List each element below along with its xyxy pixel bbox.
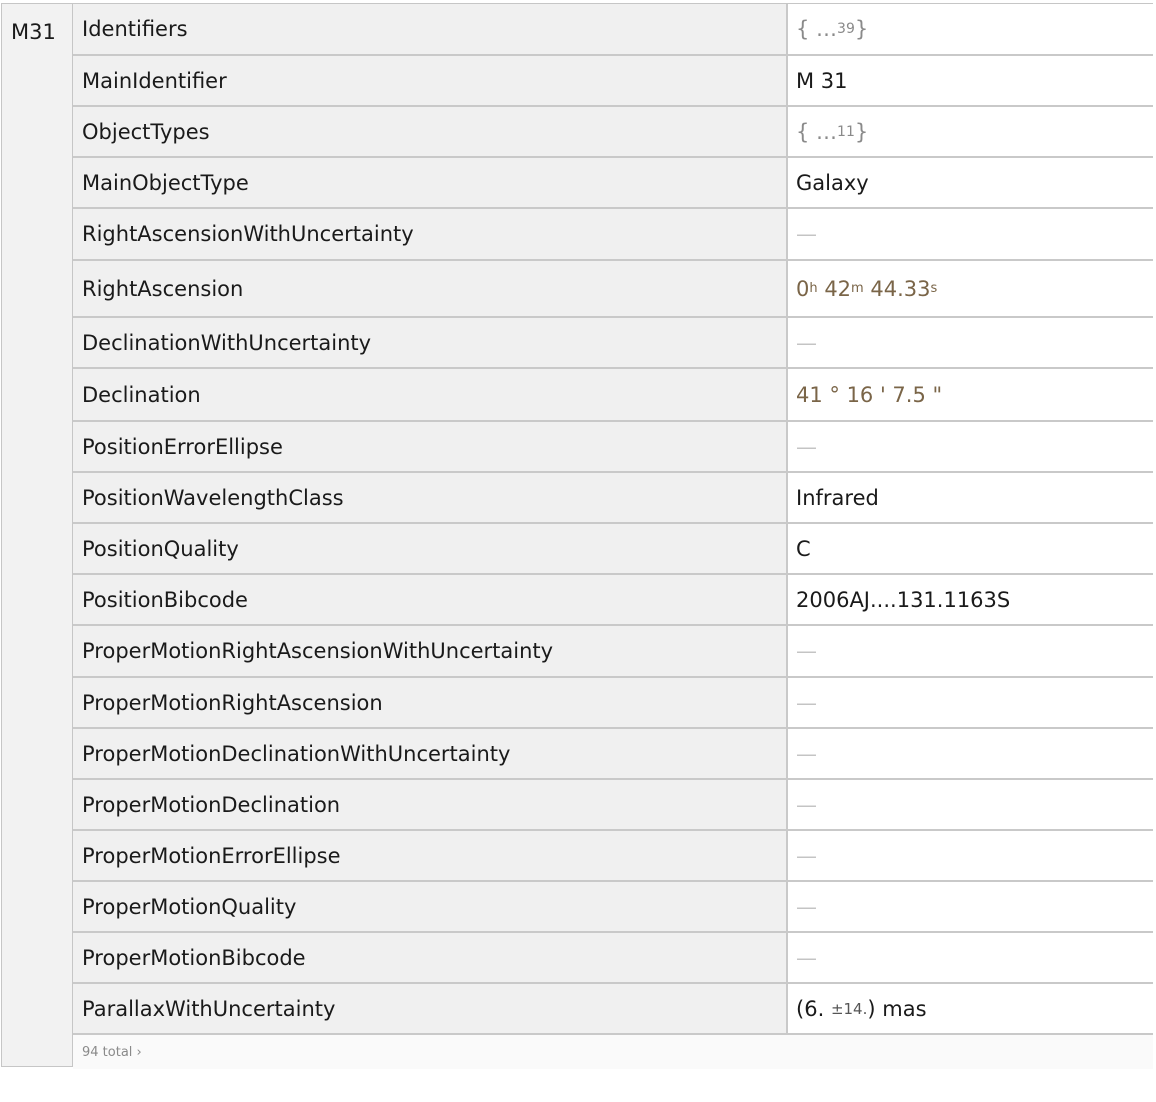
- table-row: [73, 209, 1153, 261]
- table-row: [73, 678, 1153, 729]
- property-key: ProperMotionQuality: [73, 882, 788, 931]
- property-key: PositionBibcode: [73, 575, 788, 624]
- elided-list[interactable]: { … 11 }: [788, 107, 1153, 156]
- property-value: C: [788, 524, 1153, 573]
- declination-value: 41 ° 16 ' 7.5 ": [788, 369, 1153, 420]
- table-row: [73, 575, 1153, 626]
- total-count-link[interactable]: 94 total ›: [73, 1035, 1153, 1069]
- property-key: RightAscensionWithUncertainty: [73, 209, 788, 259]
- property-key: PositionQuality: [73, 524, 788, 573]
- table-row: [73, 729, 1153, 780]
- missing-value: —: [788, 422, 1153, 471]
- missing-value: —: [788, 318, 1153, 367]
- table-row: [73, 524, 1153, 575]
- property-key: MainObjectType: [73, 158, 788, 207]
- row-key-cell: [2, 4, 73, 1066]
- property-value: 2006AJ....131.1163S: [788, 575, 1153, 624]
- missing-value: —: [788, 780, 1153, 829]
- row-key-label: M31: [11, 20, 56, 44]
- missing-value: —: [788, 209, 1153, 259]
- missing-value: —: [788, 729, 1153, 778]
- property-key: ProperMotionRightAscension: [73, 678, 788, 727]
- parallax-uncertainty: ±14.: [830, 999, 868, 1018]
- property-key: PositionErrorEllipse: [73, 422, 788, 471]
- parallax-value: ( 6. ±14. ) mas: [788, 984, 1153, 1033]
- property-key: ProperMotionBibcode: [73, 933, 788, 982]
- table-row: [73, 933, 1153, 984]
- elided-count: 39: [837, 21, 855, 37]
- ra-hours: 0: [796, 276, 810, 301]
- table-row: [73, 473, 1153, 524]
- property-key: RightAscension: [73, 261, 788, 316]
- elided-count: 11: [837, 123, 855, 140]
- table-row: [73, 882, 1153, 933]
- missing-value: —: [788, 933, 1153, 982]
- table-row: [73, 56, 1153, 107]
- property-key: ParallaxWithUncertainty: [73, 984, 788, 1033]
- ra-minutes: 42: [824, 276, 852, 301]
- property-table: [73, 4, 1153, 1069]
- property-value: Galaxy: [788, 158, 1153, 207]
- elided-list[interactable]: { … 39 }: [788, 4, 1153, 54]
- table-row: [73, 318, 1153, 369]
- property-key: DeclinationWithUncertainty: [73, 318, 788, 367]
- table-row: [73, 158, 1153, 209]
- parallax-unit: mas: [882, 996, 927, 1021]
- property-key: Identifiers: [73, 4, 788, 54]
- parallax-value-number: 6.: [804, 996, 825, 1021]
- property-key: ProperMotionErrorEllipse: [73, 831, 788, 880]
- property-key: ObjectTypes: [73, 107, 788, 156]
- property-value: M 31: [788, 56, 1153, 105]
- table-row: [73, 261, 1153, 318]
- property-key: PositionWavelengthClass: [73, 473, 788, 522]
- property-key: ProperMotionDeclinationWithUncertainty: [73, 729, 788, 778]
- missing-value: —: [788, 882, 1153, 931]
- table-row: [73, 369, 1153, 422]
- property-key: MainIdentifier: [73, 56, 788, 105]
- property-key: ProperMotionDeclination: [73, 780, 788, 829]
- property-value: Infrared: [788, 473, 1153, 522]
- property-key: Declination: [73, 369, 788, 420]
- missing-value: —: [788, 678, 1153, 727]
- table-row: [73, 831, 1153, 882]
- missing-value: —: [788, 626, 1153, 676]
- table-row: [73, 984, 1153, 1035]
- property-key: ProperMotionRightAscensionWithUncertainty: [73, 626, 788, 676]
- table-row: [73, 4, 1153, 56]
- table-row: [73, 626, 1153, 678]
- table-row: [73, 780, 1153, 831]
- table-row: [73, 422, 1153, 473]
- table-row: [73, 107, 1153, 158]
- ra-seconds: 44.33: [870, 276, 931, 301]
- missing-value: —: [788, 831, 1153, 880]
- association-panel: [1, 3, 1153, 1067]
- right-ascension-value: 0 h 42 m 44.33 s: [788, 261, 1153, 316]
